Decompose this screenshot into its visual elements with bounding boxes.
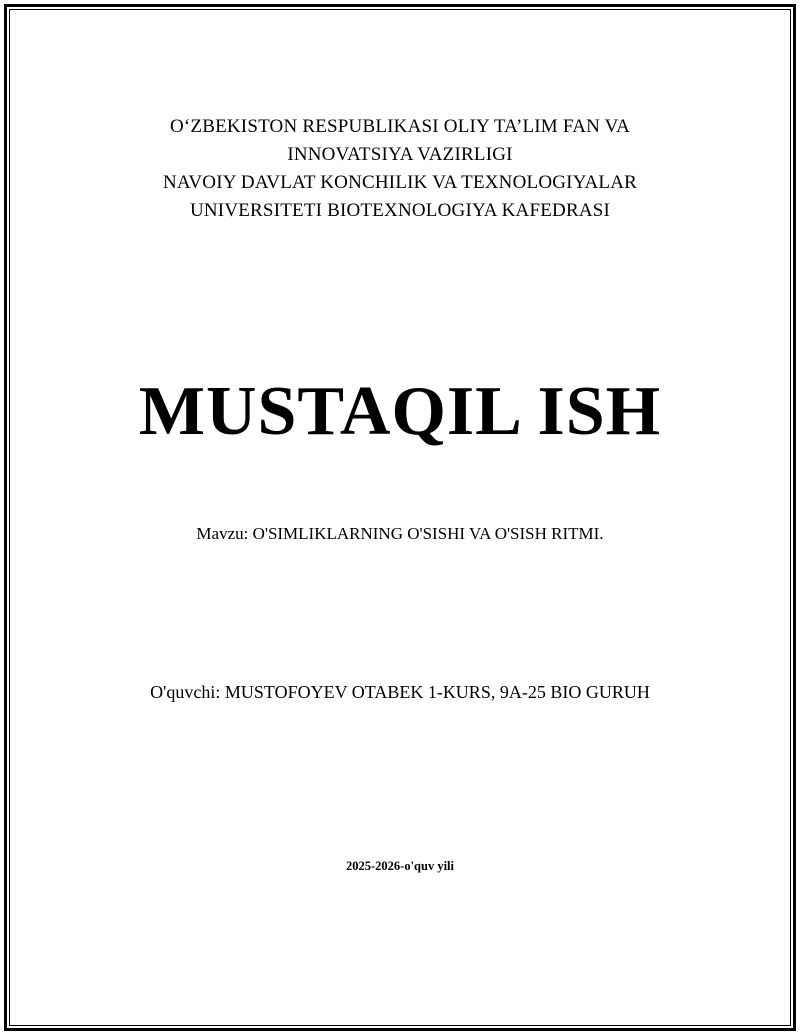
student-line: O'quvchi: MUSTOFOYEV OTABEK 1-KURS, 9A-25 BIO GURUH xyxy=(150,682,650,702)
academic-year-footer: 2025-2026-o'quv yili xyxy=(346,859,454,873)
ministry-header xyxy=(40,113,760,225)
ministry-header-line-3: NAVOIY DAVLAT KONCHILIK VA TEXNOLOGIYALAR xyxy=(162,172,638,193)
topic-line: Mavzu: O'SIMLIKLARNING O'SISHI VA O'SISH RITMI. xyxy=(196,524,604,543)
ministry-header-line-1: O‘ZBEKISTON RESPUBLIKASI OLIY TA’LIM FAN VA xyxy=(169,116,631,137)
document-title: MUSTAQIL ISH xyxy=(138,373,662,450)
ministry-header-line-2: INNOVATSIYA VAZIRLIGI xyxy=(287,144,513,165)
ministry-header-line-4: UNIVERSITETI BIOTEXNOLOGIYA KAFEDRASI xyxy=(189,200,611,221)
